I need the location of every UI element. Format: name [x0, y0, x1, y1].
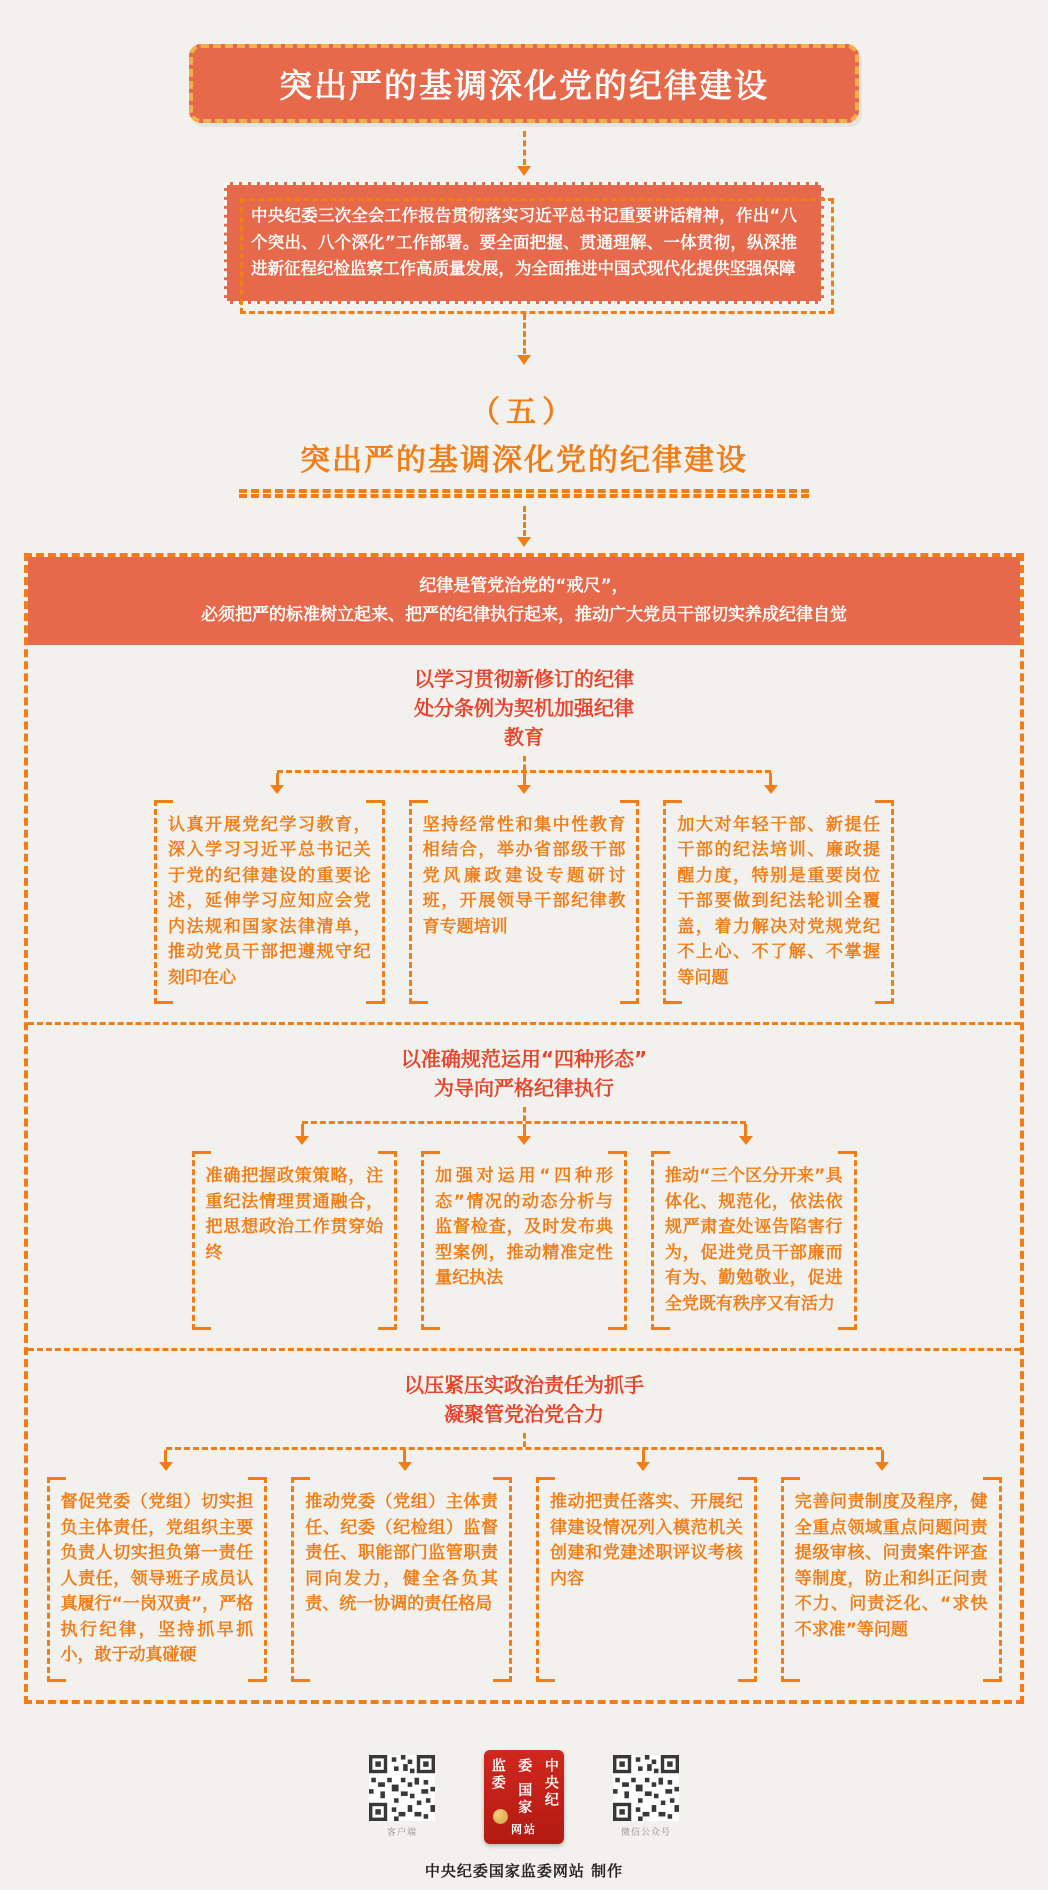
down-arrow-connector	[0, 506, 1048, 547]
arrowhead-icon	[398, 1462, 412, 1471]
item-row	[154, 800, 894, 1005]
gold-seal-icon	[493, 1809, 508, 1824]
branch-connector	[192, 1107, 857, 1145]
panel-header-line1: 纪律是管党治党的“戒尺”，	[419, 576, 629, 597]
dashed-line	[523, 506, 526, 536]
branch-drop	[154, 773, 401, 794]
chapter-heading	[0, 387, 1048, 498]
arrowhead-icon	[159, 1462, 173, 1471]
item-box: 推动把责任落实、开展纪律建设情况列入模范机关创建和党建述职评议考核内容	[536, 1477, 757, 1682]
branch-drop	[401, 773, 648, 794]
arrowhead-icon	[739, 1136, 753, 1145]
branch-drop	[47, 1450, 286, 1471]
qr-code-wechat	[613, 1755, 679, 1821]
ccdi-site-logo	[484, 1750, 564, 1844]
branch-drop	[635, 1124, 857, 1145]
main-panel	[24, 553, 1024, 1704]
arrowhead-icon	[517, 1136, 531, 1145]
qr-left-caption: 客户端	[386, 1828, 417, 1839]
section-title-line: 凝聚管党治党合力	[444, 1402, 604, 1427]
panel-header-line2: 必须把严的标准树立起来、把严的纪律执行起来，推动广大党员干部切实养成纪律自觉	[201, 605, 847, 626]
section-discipline-education	[28, 645, 1020, 1023]
branch-connector	[154, 756, 894, 794]
dashed-line	[523, 131, 526, 165]
down-arrow-connector	[0, 314, 1048, 365]
branch-drop	[763, 1450, 1002, 1471]
section-title-line: 以压紧压实政治责任为抓手	[404, 1373, 644, 1398]
section-title	[28, 1371, 1020, 1429]
intro-text: 中央纪委三次全会工作报告贯彻落实习近平总书记重要讲话精神，作出“八个突出、八个深化”工作部署。要全面把握、贯通理解、一体贯彻，纵深推进新征程纪检监察工作高质量发展，为全面推进中国式现代化提供坚强保障	[251, 206, 797, 279]
item-box: 准确把握政策策略，注重纪法情理贯通融合，把思想政治工作贯穿始终	[192, 1151, 398, 1330]
qr-code-client	[369, 1755, 435, 1821]
branch-drop	[192, 1124, 414, 1145]
branch-drop	[413, 1124, 635, 1145]
branch-drop	[285, 1450, 524, 1471]
logo-text-col: 中央纪委	[516, 1757, 559, 1809]
chapter-number: （五）	[470, 395, 578, 431]
item-box: 认真开展党纪学习教育，深入学习习近平总书记关于党的纪律建设的重要论述，延伸学习应知应会党内法规和国家法律清单，推动党员干部把遵规守纪刻印在心	[154, 800, 385, 1005]
section-discipline-enforcement	[28, 1025, 1020, 1348]
chapter-title: 突出严的基调深化党的纪律建设	[300, 443, 748, 479]
qr-right-caption: 微信公众号	[620, 1828, 671, 1839]
intro-box	[224, 182, 824, 304]
item-row	[47, 1477, 1002, 1682]
section-title	[28, 665, 1020, 752]
item-box: 完善问责制度及程序，健全重点领域重点问题问责提级审核、问责案件评查等制度，防止和纠正问责不力、问责泛化、“求快不求准”等问题	[781, 1477, 1002, 1682]
branch-connector	[47, 1433, 1002, 1471]
down-arrow-connector	[0, 131, 1048, 176]
section-title-line: 以准确规范运用“四种形态”	[400, 1047, 648, 1072]
arrowhead-icon	[636, 1462, 650, 1471]
item-box: 坚持经常性和集中性教育相结合，举办省部级干部党风廉政建设专题研讨班，开展领导干部纪律教育专题培训	[409, 800, 640, 1005]
page-title: 突出严的基调深化党的纪律建设	[279, 66, 769, 105]
arrowhead-icon	[875, 1462, 889, 1471]
section-title-line: 为导向严格纪律执行	[434, 1076, 614, 1101]
item-box: 加强对运用“四种形态”情况的动态分析与监督检查，及时发布典型案例，推动精准定性量纪执法	[421, 1151, 627, 1330]
section-title-line: 以学习贯彻新修订的纪律	[414, 666, 634, 691]
dashed-line	[523, 314, 526, 354]
section-title-line: 教育	[504, 724, 544, 749]
logo-bottom-text: 网站	[511, 1822, 537, 1836]
panel-header-band	[28, 557, 1020, 645]
footer	[0, 1750, 1048, 1844]
dashed-line	[523, 756, 526, 770]
section-title-line: 处分条例为契机加强纪律	[414, 695, 634, 720]
arrowhead-icon	[517, 785, 531, 794]
arrowhead-icon	[517, 537, 531, 547]
arrowhead-icon	[270, 785, 284, 794]
qr-right-column	[606, 1755, 686, 1838]
branch-drop	[647, 773, 894, 794]
arrowhead-icon	[764, 785, 778, 794]
qr-left-column	[362, 1755, 442, 1838]
branch-drop	[524, 1450, 763, 1471]
arrowhead-icon	[517, 166, 531, 176]
item-box: 推动党委（党组）主体责任、纪委（纪检组）监督责任、职能部门监管职责同向发力，健全各负其责、统一协调的责任格局	[291, 1477, 512, 1682]
item-box: 督促党委（党组）切实担负主体责任，党组织主要负责人切实担负第一责任人责任，领导班子成员认真履行“一岗双责”，严格执行纪律，坚持抓早抓小，敢于动真碰硬	[47, 1477, 268, 1682]
logo-text-col: 国家监委	[489, 1757, 533, 1817]
arrowhead-icon	[517, 355, 531, 365]
arrowhead-icon	[295, 1136, 309, 1145]
item-box: 推动“三个区分开来”具体化、规范化，依法依规严肃查处诬告陷害行为，促进党员干部廉而有为、勤勉敬业，促进全党既有秩序又有活力	[651, 1151, 857, 1330]
item-row	[192, 1151, 857, 1330]
credit-line: 中央纪委国家监委网站 制作	[424, 1861, 624, 1880]
item-box: 加大对年轻干部、新提任干部的纪法培训、廉政提醒力度，特别是重要岗位干部要做到纪法轮训全覆盖，着力解决对党规党纪不上心、不了解、不掌握等问题	[663, 800, 894, 1005]
double-dashed-rule	[239, 489, 809, 498]
title-banner	[189, 44, 859, 123]
dashed-line	[523, 1107, 526, 1121]
section-title	[28, 1045, 1020, 1103]
section-political-responsibility	[28, 1351, 1020, 1700]
dashed-line	[523, 1433, 526, 1447]
